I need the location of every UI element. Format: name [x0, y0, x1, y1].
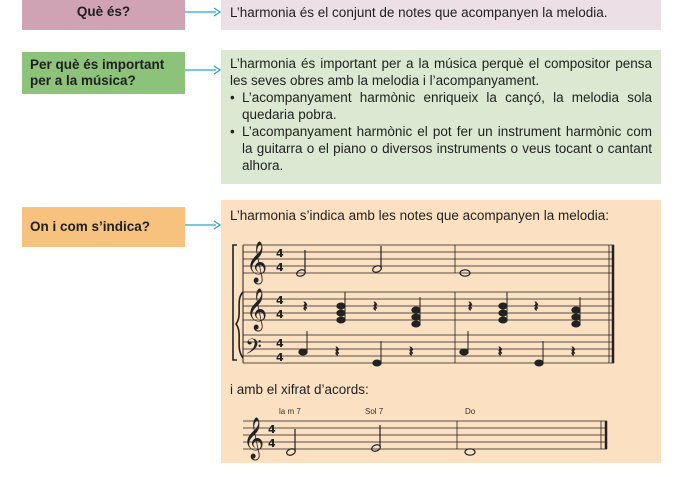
chord-label: la m 7	[279, 407, 301, 416]
arrow-right-icon	[185, 219, 221, 231]
box-per-que	[221, 50, 661, 184]
chord-label: Do	[465, 407, 476, 416]
chord-chart-notes	[286, 425, 475, 456]
rest-icon: 𝄽	[498, 344, 503, 360]
svg-text:4: 4	[268, 423, 276, 436]
label-que-es: Què és?	[22, 0, 185, 30]
rest-icon: 𝄽	[303, 299, 308, 315]
list-item: • L’acompanyament harmònic enriqueix la cançó, la melodia sola quedaria pobra.	[230, 89, 652, 123]
svg-text:4: 4	[268, 437, 276, 450]
arrow-right-icon	[185, 6, 221, 18]
staff-bass	[243, 335, 614, 363]
staff-melody	[243, 245, 614, 273]
treble-clef-icon: 𝄞	[246, 242, 268, 283]
bracket-icon	[233, 245, 237, 360]
svg-text:4: 4	[276, 337, 284, 350]
rest-icon: 𝄽	[468, 299, 473, 315]
rest-icon: 𝄽	[373, 299, 378, 315]
list-item: • L’acompanyament harmònic el pot fer un instrument harmònic com la guitarra o el piano o diversos instruments o veus tocant o cantant alhora.	[230, 123, 652, 174]
definition-text: L’harmonia és el conjunt de notes que acompanyen la melodia.	[230, 5, 608, 20]
chord-label: Sol 7	[365, 407, 384, 416]
time-signature	[268, 423, 276, 450]
rest-icon: 𝄽	[335, 344, 340, 360]
svg-text:4: 4	[276, 351, 284, 364]
treble-clef-icon: 𝄞	[243, 418, 265, 459]
importance-list	[230, 89, 652, 174]
rest-icon: 𝄽	[571, 344, 576, 360]
music-score	[221, 200, 661, 463]
label-per-que: Per què és important per a la música?	[22, 52, 185, 94]
svg-text:4: 4	[276, 247, 284, 260]
rest-icon: 𝄽	[409, 344, 414, 360]
treble-clef-icon: 𝄞	[246, 289, 268, 330]
rest-icon: 𝄽	[534, 299, 539, 315]
time-signature	[276, 247, 284, 364]
bass-notes	[299, 331, 575, 366]
svg-text:4: 4	[276, 294, 284, 307]
svg-text:4: 4	[276, 261, 284, 274]
arrow-right-icon	[185, 64, 221, 76]
chord-chart-intro: i amb el xifrat d’acords:	[230, 382, 369, 397]
notation-intro: L’harmonia s’indica amb les notes que acompanyen la melodia:	[230, 208, 609, 223]
accompaniment-chords	[303, 292, 580, 327]
staff-chord-chart	[243, 421, 607, 449]
label-on-i-com: On i com s’indica?	[22, 207, 185, 247]
box-on-i-com	[221, 200, 661, 463]
box-que-es	[221, 0, 661, 30]
svg-text:4: 4	[276, 308, 284, 321]
importance-intro: L’harmonia és important per a la música perquè el compositor pensa les seves obres amb la melodia i l’acompanyament.	[230, 56, 652, 88]
brace-icon	[236, 292, 243, 358]
bass-clef-icon: 𝄢	[245, 335, 262, 365]
staff-treble-accomp	[243, 292, 614, 320]
